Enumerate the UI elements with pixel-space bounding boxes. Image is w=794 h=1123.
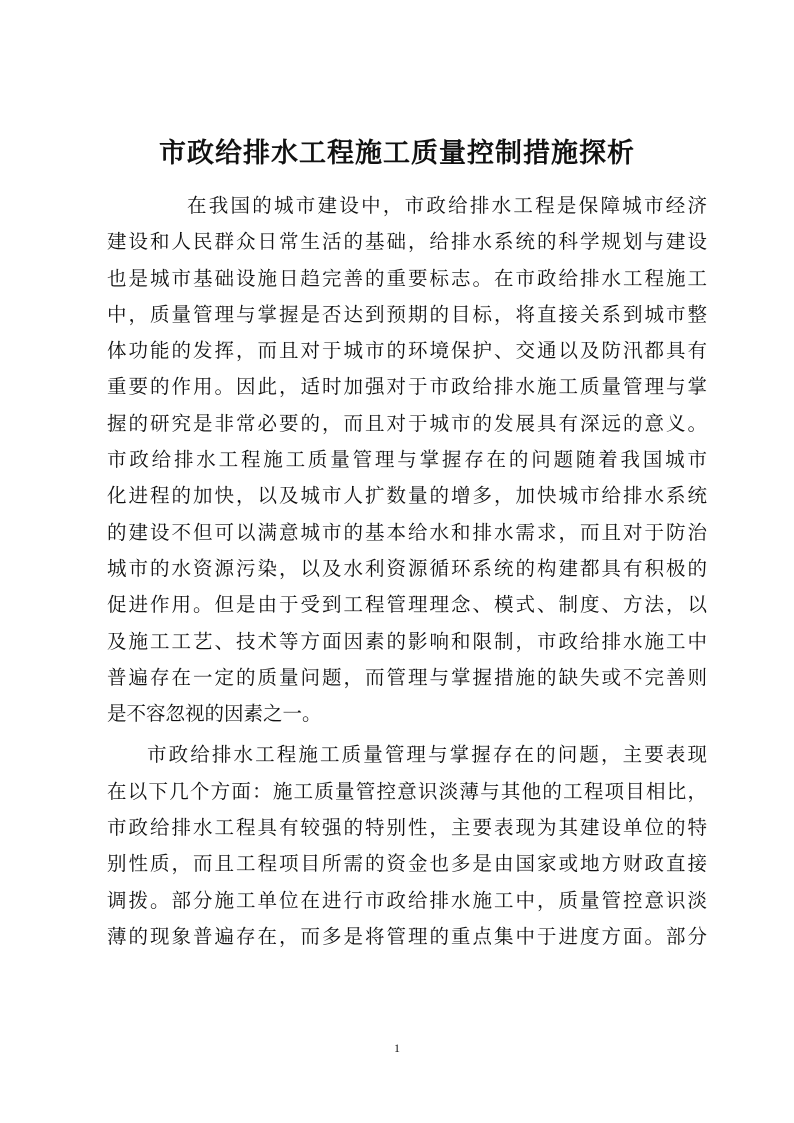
text-line: 薄的现象普遍存在，而多是将管理的重点集中于进度方面。部分 (107, 924, 707, 948)
text-line: 城市的水资源污染，以及水利资源循环系统的构建都具有积极的 (107, 556, 707, 580)
text-line: 在以下几个方面：施工质量管控意识淡薄与其他的工程项目相比， (107, 779, 707, 803)
text-line: 市政给排水工程施工质量管理与掌握存在的问题，主要表现 (147, 743, 707, 767)
page-number: 1 (394, 1041, 400, 1055)
paragraph-1 (107, 188, 707, 732)
text-line: 普遍存在一定的质量问题，而管理与掌握措施的缺失或不完善则 (107, 665, 707, 689)
text-line: 市政给排水工程施工质量管理与掌握存在的问题随着我国城市 (107, 448, 707, 472)
text-line: 在我国的城市建设中，市政给排水工程是保障城市经济 (187, 194, 707, 217)
text-line: 市政给排水工程具有较强的特别性，主要表现为其建设单位的特 (107, 816, 707, 840)
paragraph-2 (107, 737, 707, 955)
text-line: 体功能的发挥，而且对于城市的环境保护、交通以及防汛都具有 (107, 339, 707, 363)
text-line: 化进程的加快，以及城市人扩数量的增多，加快城市给排水系统 (107, 484, 707, 508)
text-line: 调拨。部分施工单位在进行市政给排水施工中，质量管控意识淡 (107, 888, 707, 912)
text-line: 也是城市基础设施日趋完善的重要标志。在市政给排水工程施工 (107, 266, 707, 290)
text-line: 及施工工艺、技术等方面因素的影响和限制，市政给排水施工中 (107, 629, 707, 653)
text-line: 促进作用。但是由于受到工程管理理念、模式、制度、方法，以 (107, 593, 707, 617)
text-line: 建设和人民群众日常生活的基础，给排水系统的科学规划与建设 (107, 230, 707, 254)
text-line: 中，质量管理与掌握是否达到预期的目标，将直接关系到城市整 (107, 302, 707, 326)
text-line: 的建设不但可以满意城市的基本给水和排水需求，而且对于防治 (107, 520, 707, 544)
text-line: 重要的作用。因此，适时加强对于市政给排水施工质量管理与掌 (107, 375, 707, 399)
document-title: 市政给排水工程施工质量控制措施探析 (159, 138, 635, 169)
text-line: 握的研究是非常必要的，而且对于城市的发展具有深远的意义。 (107, 411, 707, 435)
text-line: 是不容忽视的因素之一。 (107, 702, 322, 726)
text-line: 别性质，而且工程项目所需的资金也多是由国家或地方财政直接 (107, 852, 707, 876)
document-body (107, 188, 707, 955)
